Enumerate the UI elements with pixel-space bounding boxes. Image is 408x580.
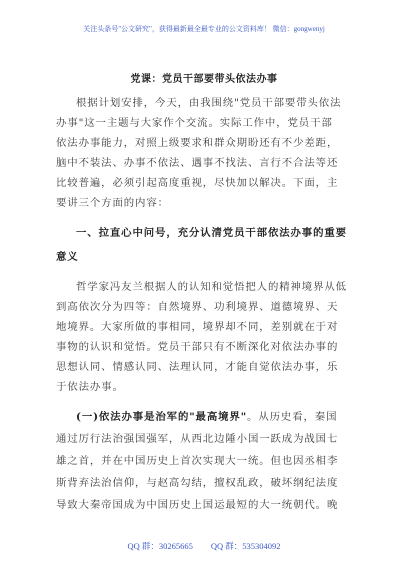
body-line: 雄之首，并在中国历史上首次实现大一统。但也因丞相李 [56, 455, 339, 467]
body-line: 思想认同、情感认同、法理认同，才能自觉依法办事，乐 [56, 361, 339, 373]
body-line: 于依法办事。 [56, 381, 124, 393]
subsection-heading: (一)依法办事是治军的"最高境界" [76, 411, 248, 423]
body-line: 事物的认识和觉悟。党员干部只有不断深化对依法办事的 [56, 341, 339, 353]
body-line: 哲学家冯友兰根据人的认知和觉悟把人的精神境界从低 [76, 281, 347, 293]
body-line: 斯背弃法治信仰，与赵高勾结，擅权乱政，破坏纲纪法度 [56, 477, 339, 489]
footer-qq-group-2: QQ 群：535304092 [210, 541, 281, 551]
footer [0, 540, 408, 552]
section-heading: 一、拉直心中问号，充分认清党员干部依法办事的重要 [76, 227, 347, 239]
body-line: 脑中不装法、办事不依法、遇事不找法、言行不合法等还 [56, 157, 339, 169]
section-heading: 意义 [56, 251, 79, 263]
body-line: 比较普遍，必须引起高度重视，尽快加以解决。下面，主 [56, 177, 339, 189]
body-line: 通过厉行法治强国强军，从西北边陲小国一跃成为战国七 [56, 433, 339, 445]
body-line: 导致大秦帝国成为中国历史上国运最短的大一统朝代。晚 [56, 499, 339, 511]
body-line: 地境界。大家所做的事相同，境界却不同，差别就在于对 [56, 321, 339, 333]
footer-qq-group-1: QQ 群：30265665 [127, 541, 193, 551]
subsection-line [76, 410, 356, 424]
body-text: 。从历史看，秦国 [247, 411, 338, 423]
header-banner: 关注头条号"公文研究"，获得最新最全最专业的公文资料库！ 微信：gongwenyj [83, 25, 325, 33]
body-line: 要讲三个方面的内容： [56, 197, 169, 209]
body-line: 办事"这一主题与大家作个交流。实际工作中，党员干部 [56, 117, 333, 129]
body-line: 根据计划安排，今天，由我围绕"党员干部要带头依法 [76, 97, 342, 109]
body-line: 到高依次分为四等：自然境界、功利境界、道德境界、天 [56, 301, 339, 313]
body-line: 依法办事能力，对照上级要求和群众期盼还有不少差距， [56, 137, 339, 149]
document-title: 党课：党员干部要带头依法办事 [130, 74, 278, 85]
